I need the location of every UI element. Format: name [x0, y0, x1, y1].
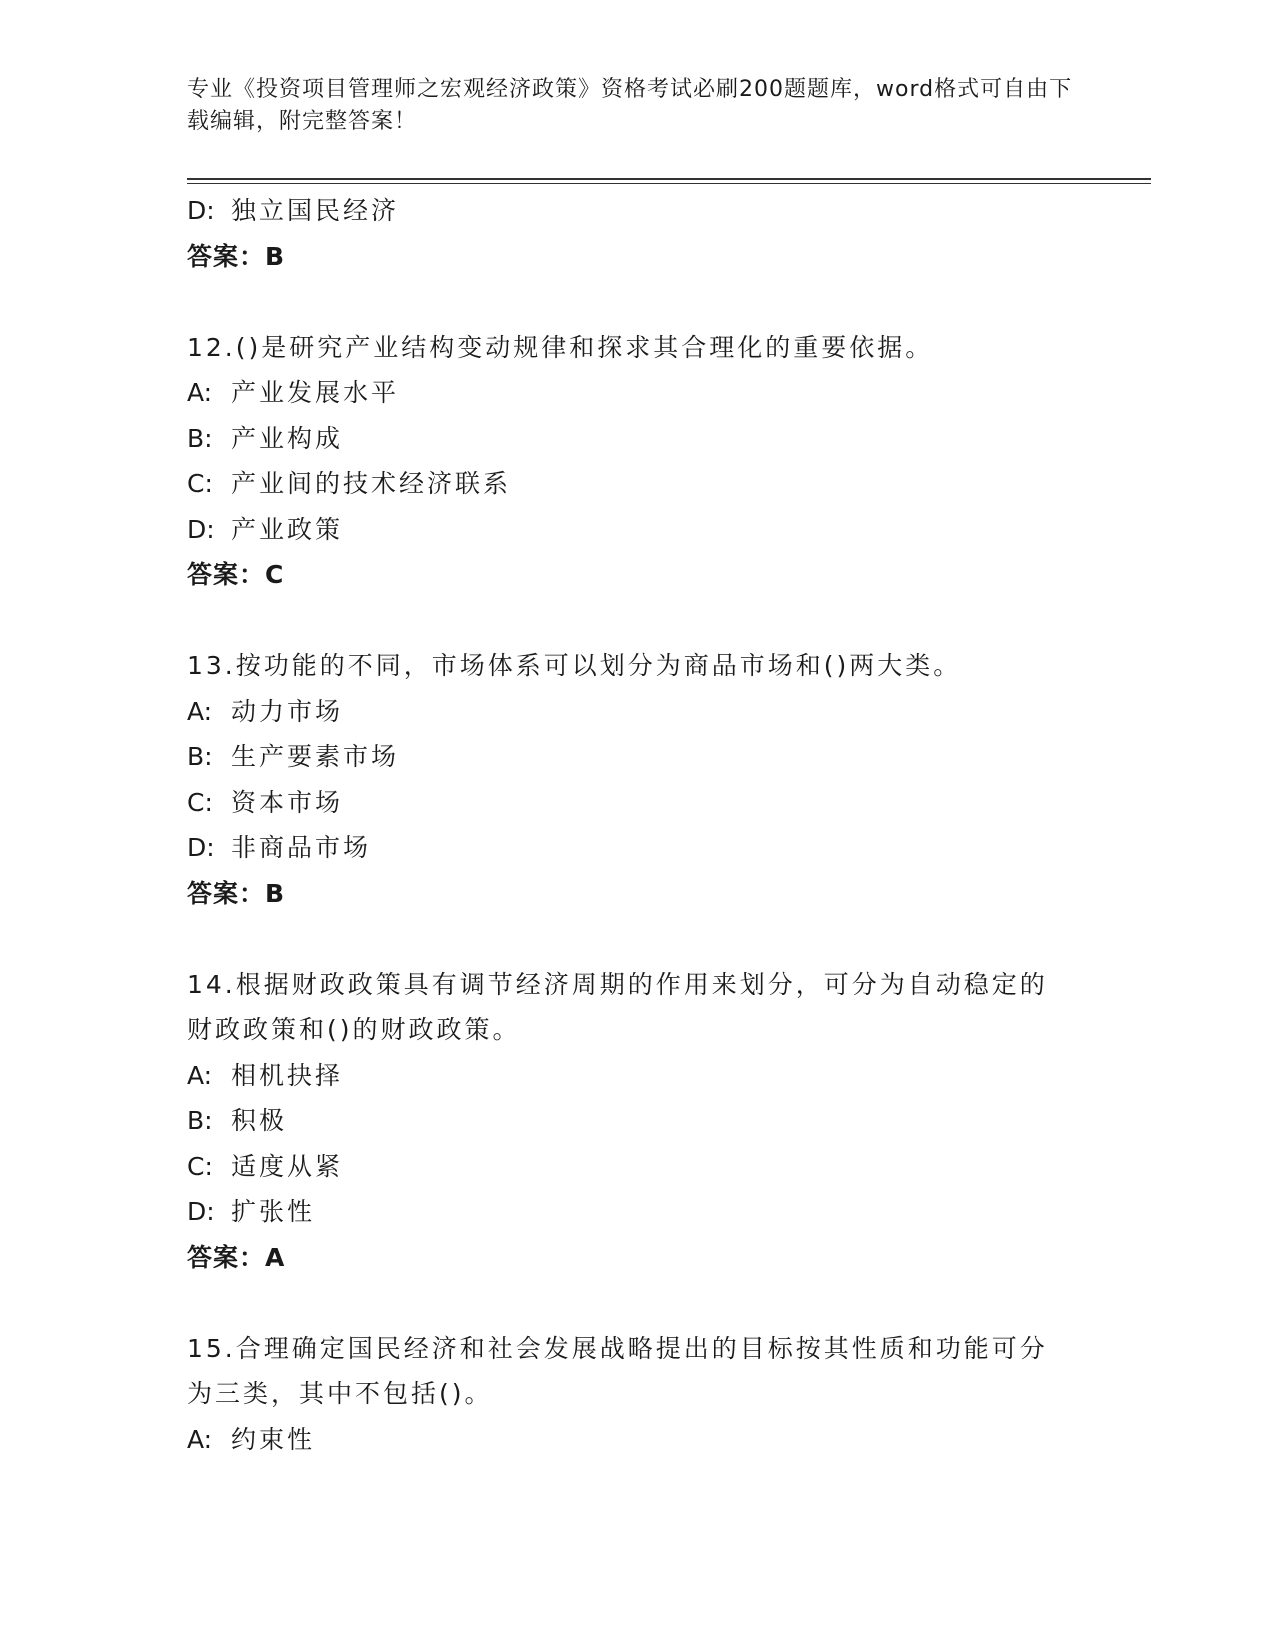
option-b	[187, 1098, 1087, 1144]
option-a	[187, 1053, 1087, 1099]
option-text: 适度从紧	[231, 1151, 344, 1181]
option-text: 产业政策	[231, 514, 344, 544]
option-letter: C:	[187, 469, 213, 498]
question-text: 12.()是研究产业结构变动规律和探求其合理化的重要依据。	[187, 332, 934, 362]
answer-line: 答案：B	[187, 878, 286, 908]
option-letter: A:	[187, 1424, 213, 1454]
option-letter: B:	[187, 742, 213, 771]
option-a	[187, 1417, 1087, 1463]
option-b	[187, 734, 1087, 780]
header-rule-thick	[187, 178, 1151, 180]
option-a	[187, 370, 1087, 416]
option-text: 非商品市场	[231, 833, 372, 862]
option-text: 扩张性	[231, 1197, 316, 1226]
option-text: 生产要素市场	[231, 742, 400, 771]
option-text: 独立国民经济	[231, 196, 400, 225]
option-c	[187, 461, 1087, 507]
option-d	[187, 507, 1087, 553]
option-letter: A:	[187, 378, 213, 407]
document-header: 专业《投资项目管理师之宏观经济政策》资格考试必刷200题题库，word格式可自由下载编辑，附完整答案！	[187, 77, 1073, 134]
spacer	[187, 1280, 1087, 1326]
option-letter: A:	[187, 696, 213, 726]
option-text: 相机抉择	[231, 1060, 344, 1090]
answer-line: 答案：C	[187, 560, 285, 589]
option-letter: C:	[187, 787, 213, 817]
option-text: 产业构成	[231, 423, 344, 453]
option-letter: C:	[187, 1151, 213, 1181]
option-c	[187, 780, 1087, 826]
question-text: 13.按功能的不同，市场体系可以划分为商品市场和()两大类。	[187, 651, 962, 680]
option-letter: D:	[187, 833, 215, 862]
answer-line: 答案：B	[187, 241, 286, 271]
option-letter: B:	[187, 1106, 213, 1135]
option-text: 资本市场	[231, 787, 344, 817]
option-a	[187, 689, 1087, 735]
option-d	[187, 825, 1087, 871]
spacer	[187, 916, 1087, 962]
option-letter: B:	[187, 423, 213, 453]
option-b	[187, 416, 1087, 462]
option-d	[187, 188, 1087, 234]
option-text: 动力市场	[231, 696, 344, 726]
option-text: 产业发展水平	[231, 378, 400, 407]
spacer	[187, 279, 1087, 325]
option-letter: D:	[187, 1197, 215, 1226]
question-list	[187, 188, 1087, 1462]
question-text: 14.根据财政政策具有调节经济周期的作用来划分，可分为自动稳定的财政政策和()的财政政策。	[187, 969, 1048, 1044]
answer-line: 答案：A	[187, 1242, 286, 1272]
option-letter: D:	[187, 514, 215, 544]
option-text: 产业间的技术经济联系	[231, 469, 512, 498]
option-letter: A:	[187, 1060, 213, 1090]
option-text: 约束性	[231, 1424, 316, 1454]
option-c	[187, 1144, 1087, 1190]
question-text: 15.合理确定国民经济和社会发展战略提出的目标按其性质和功能可分为三类，其中不包括()。	[187, 1333, 1048, 1408]
spacer	[187, 598, 1087, 644]
option-letter: D:	[187, 196, 215, 225]
option-d	[187, 1189, 1087, 1235]
option-text: 积极	[231, 1106, 288, 1135]
header-rule-thin	[187, 183, 1151, 184]
